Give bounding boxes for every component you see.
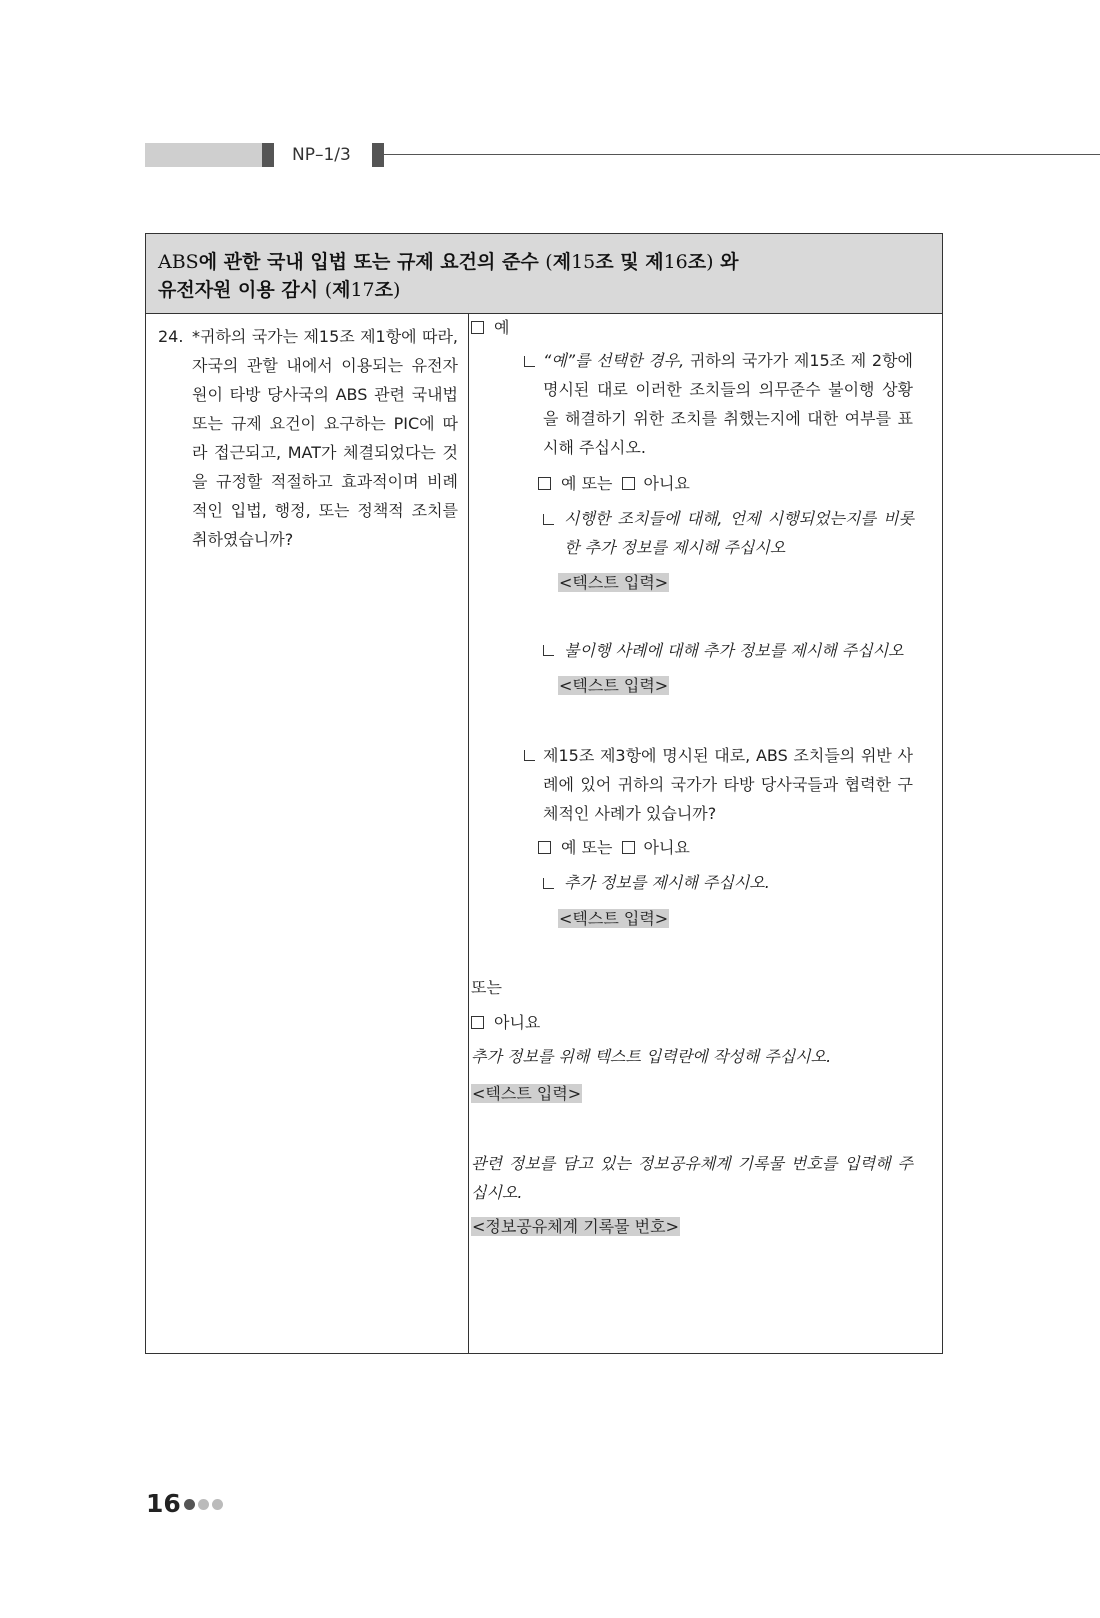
q1-rest: 귀하의 국가가 제15조 제 2항에 명시된 대로 이러한 조치들의 의무준수 불이행 상황을 해결하기 위한 조치를 취했는지에 대한 여부를 표시해 주십시오. xyxy=(543,351,913,457)
q2a-text: 추가 정보를 제시해 주십시오. xyxy=(564,873,770,892)
q1b-text: 불이행 사례에 대해 추가 정보를 제시해 주십시오 xyxy=(564,641,904,660)
title-segment: 16 xyxy=(663,251,688,273)
title-segment: ) xyxy=(393,279,401,301)
q1-text xyxy=(543,346,913,462)
q1-yes-no[interactable] xyxy=(538,469,690,498)
no-checkbox[interactable] xyxy=(471,1016,484,1029)
title-segment: 조 xyxy=(374,279,394,301)
header-rule xyxy=(384,154,1100,155)
question-number: 24. xyxy=(158,327,184,346)
yes-checkbox[interactable] xyxy=(471,321,484,334)
q1-no-checkbox[interactable] xyxy=(622,477,635,490)
title-segment: 조 xyxy=(687,251,707,273)
title-segment: 유전자원 이용 감시 xyxy=(158,279,325,301)
q1-yes-checkbox[interactable] xyxy=(538,477,551,490)
page-dot-light xyxy=(212,1499,223,1510)
branch-arrow-icon xyxy=(524,356,535,367)
title-segment: ABS xyxy=(158,251,199,273)
no-info-text: 추가 정보를 위해 텍스트 입력란에 작성해 주십시오. xyxy=(471,1047,832,1066)
no-option[interactable] xyxy=(471,1008,540,1037)
text-input-placeholder: <텍스트 입력> xyxy=(559,676,669,695)
q1-italic: “예”를 선택한 경우, xyxy=(543,351,685,370)
no-info-input[interactable] xyxy=(471,1079,582,1108)
text-input-placeholder: <텍스트 입력> xyxy=(472,1084,582,1103)
header-marker-right xyxy=(372,143,384,167)
record-input[interactable] xyxy=(471,1212,680,1241)
q1b-input[interactable] xyxy=(558,671,669,700)
text-input-placeholder: <텍스트 입력> xyxy=(559,909,669,928)
page-dot-light xyxy=(198,1499,209,1510)
branch-arrow-icon xyxy=(543,514,554,525)
title-segment: 에 관한 국내 입법 또는 규제 요건의 준수 xyxy=(198,251,546,273)
q2-yes-label: 예 xyxy=(561,838,577,857)
column-divider xyxy=(468,314,469,1353)
yes-label: 예 xyxy=(494,318,510,337)
page-dot-dark xyxy=(184,1499,195,1510)
page-number: 16 xyxy=(146,1489,181,1518)
q2-no-label: 아니요 xyxy=(643,838,690,857)
q2-text: 제15조 제3항에 명시된 대로, ABS 조치들의 위반 사례에 있어 귀하의 국가가 타방 당사국들과 협력한 구체적인 사례가 있습니까? xyxy=(543,746,913,823)
q2-no-checkbox[interactable] xyxy=(622,841,635,854)
q2-yes-no[interactable] xyxy=(538,833,690,862)
q1a-text: 시행한 조치들에 대해, 언제 시행되었는지를 비롯한 추가 정보를 제시해 주십시오 xyxy=(564,509,914,557)
branch-arrow-icon xyxy=(543,645,554,656)
header-bar xyxy=(145,143,262,167)
q1-yes-label: 예 xyxy=(561,474,577,493)
record-prompt: 관련 정보를 담고 있는 정보공유체계 기록물 번호를 입력해 주십시오. xyxy=(471,1154,913,1202)
branch-arrow-icon xyxy=(524,750,535,761)
title-segment: ) xyxy=(706,251,714,273)
table-title xyxy=(158,248,739,304)
table-header xyxy=(146,234,942,314)
table-title-line1 xyxy=(158,248,739,276)
title-segment: 조 및 제 xyxy=(595,251,664,273)
q1-or-label: 또는 xyxy=(581,474,613,493)
q1a-input[interactable] xyxy=(558,568,669,597)
title-segment: 17 xyxy=(350,279,375,301)
title-segment: 제 xyxy=(552,251,572,273)
q2-yes-checkbox[interactable] xyxy=(538,841,551,854)
or-label: 또는 xyxy=(471,978,502,997)
title-segment: ( xyxy=(324,279,333,301)
header-code: NP–1/3 xyxy=(292,145,351,165)
title-segment: 15 xyxy=(571,251,596,273)
table-title-line2 xyxy=(158,276,739,304)
title-segment: 제 xyxy=(332,279,351,301)
form-table xyxy=(145,233,943,1354)
q2a-input[interactable] xyxy=(558,904,669,933)
record-input-placeholder: <정보공유체계 기록물 번호> xyxy=(472,1217,680,1236)
branch-arrow-icon xyxy=(543,878,554,889)
yes-option[interactable] xyxy=(471,313,509,342)
question-text: *귀하의 국가는 제15조 제1항에 따라, 자국의 관할 내에서 이용되는 유전자원이 타방 당사국의 ABS 관련 국내법 또는 규제 요건이 요구하는 PIC에 따라 접근되고, MAT가 체결되었다는 것을 규정할 적절하고 효과적이며 비례적인 입법, 행정, 또는 정책적 조치를 취하였습니까? xyxy=(192,327,458,549)
title-segment: ( xyxy=(545,251,553,273)
text-input-placeholder: <텍스트 입력> xyxy=(559,573,669,592)
no-label: 아니요 xyxy=(494,1013,541,1032)
q1-no-label: 아니요 xyxy=(643,474,690,493)
title-segment: 와 xyxy=(713,251,739,273)
q2-or-label: 또는 xyxy=(581,838,613,857)
question-cell xyxy=(158,322,458,554)
header-marker-left xyxy=(262,143,274,167)
